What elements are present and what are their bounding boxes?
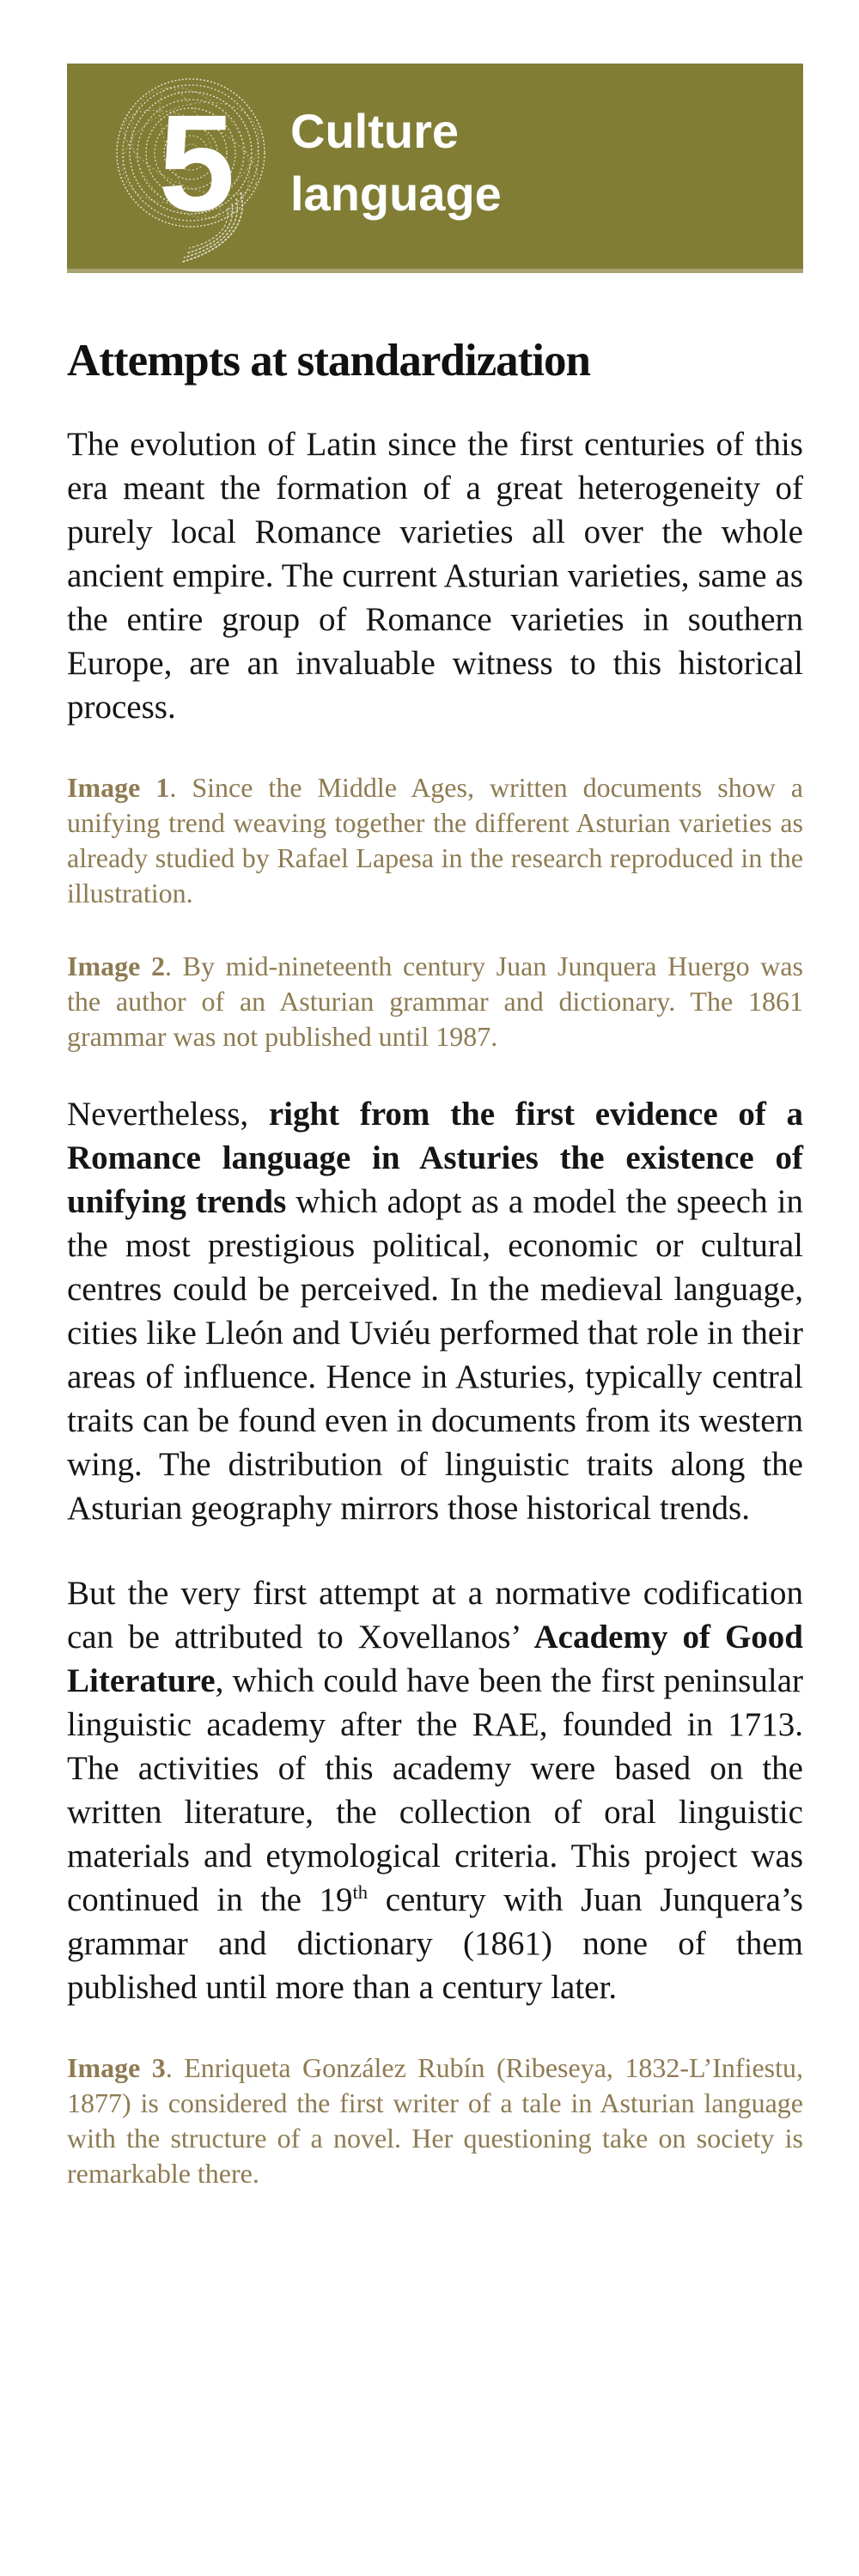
text-segment: which adopt as a model the speech in the most prestigious political, economic or cultural centres could be perceived. In the medieval language, cities like Lleón and Uviéu performed that role in their areas of influence. Hence in Asturies, typically central traits can be found even in documents from its western wing. The distribution of linguistic traits along the Asturian geography mirrors those historical trends. xyxy=(67,1183,803,1527)
bold-text-segment: Academy of Good Literature xyxy=(67,1619,803,1699)
article-body xyxy=(67,422,803,2191)
page-title: Attempts at standardization xyxy=(67,336,590,386)
chapter-number-logo-icon xyxy=(110,76,282,273)
bold-text-segment: right from the first evidence of a Romance language in Asturies the existence of unifying trends xyxy=(67,1096,803,1220)
text-segment: . Since the Middle Ages, written documents show a unifying trend weaving together the different Asturian varieties as already studied by Rafael Lapesa in the research reproduced in the illustration. xyxy=(67,772,804,908)
image-3-caption xyxy=(67,2050,803,2191)
text-segment: But the very first attempt at a normative codification can be attributed to Xovellanos’ xyxy=(67,1575,803,1656)
image-2-caption xyxy=(67,949,803,1054)
paragraph-1 xyxy=(67,422,803,729)
text-segment: , which could have been the first peninsular linguistic academy after the RAE, founded in 1713. The activities of this academy were based on the written literature, the collection of oral linguistic materials and etymological criteria. This project was continued in the 19 xyxy=(67,1662,803,1918)
chapter-number: 5 xyxy=(158,86,235,240)
superscript-segment: th xyxy=(352,1881,369,1903)
chapter-banner xyxy=(67,64,803,273)
paragraph-3 xyxy=(67,1571,803,2009)
text-segment: The evolution of Latin since the first centuries of this era meant the formation of a great heterogeneity of purely local Romance varieties all over the whole ancient empire. The current Asturian varieties, same as the entire group of Romance varieties in southern Europe, are an invaluable witness to this historical process. xyxy=(67,426,803,726)
text-segment: . By mid-nineteenth century Juan Junquera Huergo was the author of an Asturian grammar and dictionary. The 1861 grammar was not published until 1987. xyxy=(67,951,804,1052)
text-segment: Nevertheless, xyxy=(67,1096,269,1133)
paragraph-2 xyxy=(67,1092,803,1530)
bold-text-segment: Image 3 xyxy=(67,2052,166,2083)
image-1-caption xyxy=(67,770,803,911)
text-segment: century with Juan Junquera’s grammar and dictionary (1861) none of them published until more than a century later. xyxy=(67,1881,803,2006)
bold-text-segment: Image 2 xyxy=(67,951,165,981)
bold-text-segment: Image 1 xyxy=(67,772,170,803)
banner-title-line-1: Culture xyxy=(290,104,459,158)
banner-title-line-2: language xyxy=(290,167,502,221)
text-segment: . Enriqueta González Rubín (Ribeseya, 1832-L’Infiestu, 1877) is considered the first writer of a tale in Asturian language with the structure of a novel. Her questioning take on society is remarkable there. xyxy=(67,2052,803,2189)
banner-title xyxy=(290,100,502,225)
